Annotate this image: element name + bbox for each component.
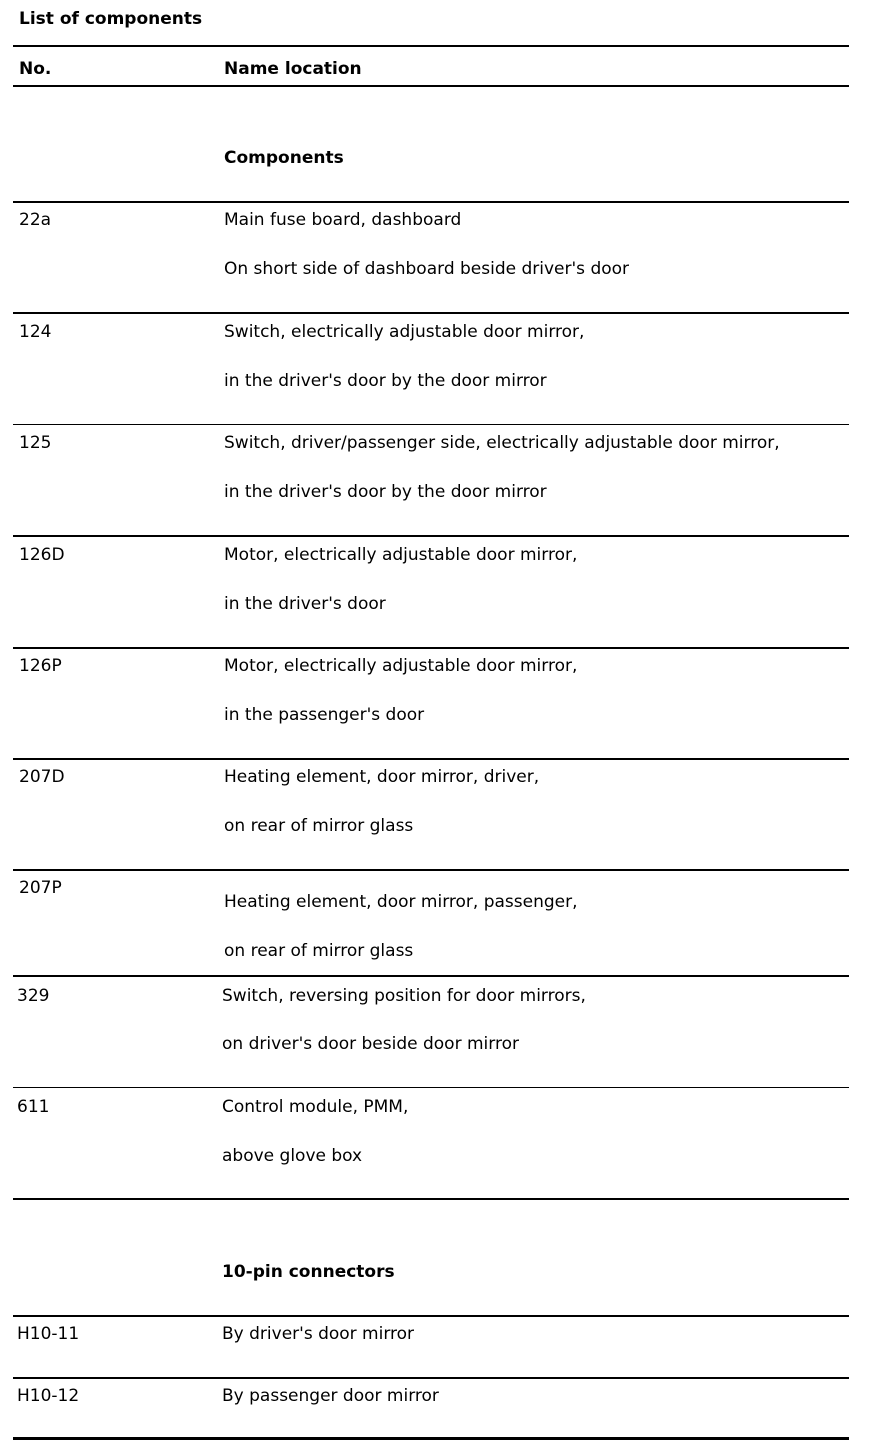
row-name: Motor, electrically adjustable door mirror, — [224, 656, 578, 676]
row-name: Heating element, door mirror, driver, — [224, 767, 540, 787]
row-name: By passenger door mirror — [222, 1386, 439, 1406]
row-number: 124 — [19, 322, 52, 342]
row-name: Main fuse board, dashboard — [224, 210, 462, 230]
row-location: on driver's door beside door mirror — [222, 1034, 519, 1054]
row-number: 611 — [17, 1097, 50, 1117]
row-number: H10-12 — [17, 1386, 80, 1406]
row-rule — [13, 424, 849, 425]
row-name: Switch, reversing position for door mirrors, — [222, 986, 586, 1006]
row-location: on rear of mirror glass — [224, 816, 414, 836]
row-rule — [13, 1377, 849, 1379]
row-number: 126D — [19, 545, 65, 565]
header-rule-top — [13, 45, 849, 47]
row-rule — [13, 1087, 849, 1088]
document-title: List of components — [19, 9, 203, 29]
row-number: 125 — [19, 433, 52, 453]
row-location: on rear of mirror glass — [224, 941, 414, 961]
section-heading-connectors: 10-pin connectors — [222, 1262, 395, 1282]
row-location: in the driver's door — [224, 594, 386, 614]
row-location: above glove box — [222, 1146, 363, 1166]
row-rule — [13, 975, 849, 977]
row-rule — [13, 647, 849, 649]
row-rule — [13, 758, 849, 760]
row-name: Switch, driver/passenger side, electrically adjustable door mirror, — [224, 433, 780, 453]
column-header-name: Name location — [224, 59, 362, 79]
row-rule — [13, 312, 849, 314]
row-name: Control module, PMM, — [222, 1097, 409, 1117]
column-header-number: No. — [19, 59, 52, 79]
row-rule — [13, 535, 849, 537]
row-location: On short side of dashboard beside driver's door — [224, 259, 630, 279]
section-heading-components: Components — [224, 148, 344, 168]
row-name: By driver's door mirror — [222, 1324, 415, 1344]
row-name: Motor, electrically adjustable door mirror, — [224, 545, 578, 565]
row-location: in the driver's door by the door mirror — [224, 371, 547, 391]
row-name: Heating element, door mirror, passenger, — [224, 892, 578, 912]
row-number: 126P — [19, 656, 62, 676]
section-rule — [13, 1315, 849, 1317]
row-rule — [13, 869, 849, 871]
row-rule — [13, 1198, 849, 1200]
row-number: H10-11 — [17, 1324, 80, 1344]
row-name: Switch, electrically adjustable door mirror, — [224, 322, 585, 342]
row-location: in the passenger's door — [224, 705, 425, 725]
row-number: 22a — [19, 210, 52, 230]
section-rule — [13, 201, 849, 203]
row-location: in the driver's door by the door mirror — [224, 482, 547, 502]
table-rule-bottom — [13, 1437, 849, 1440]
row-number: 207D — [19, 767, 65, 787]
header-rule-bottom — [13, 85, 849, 87]
row-number: 329 — [17, 986, 50, 1006]
row-number: 207P — [19, 878, 62, 898]
